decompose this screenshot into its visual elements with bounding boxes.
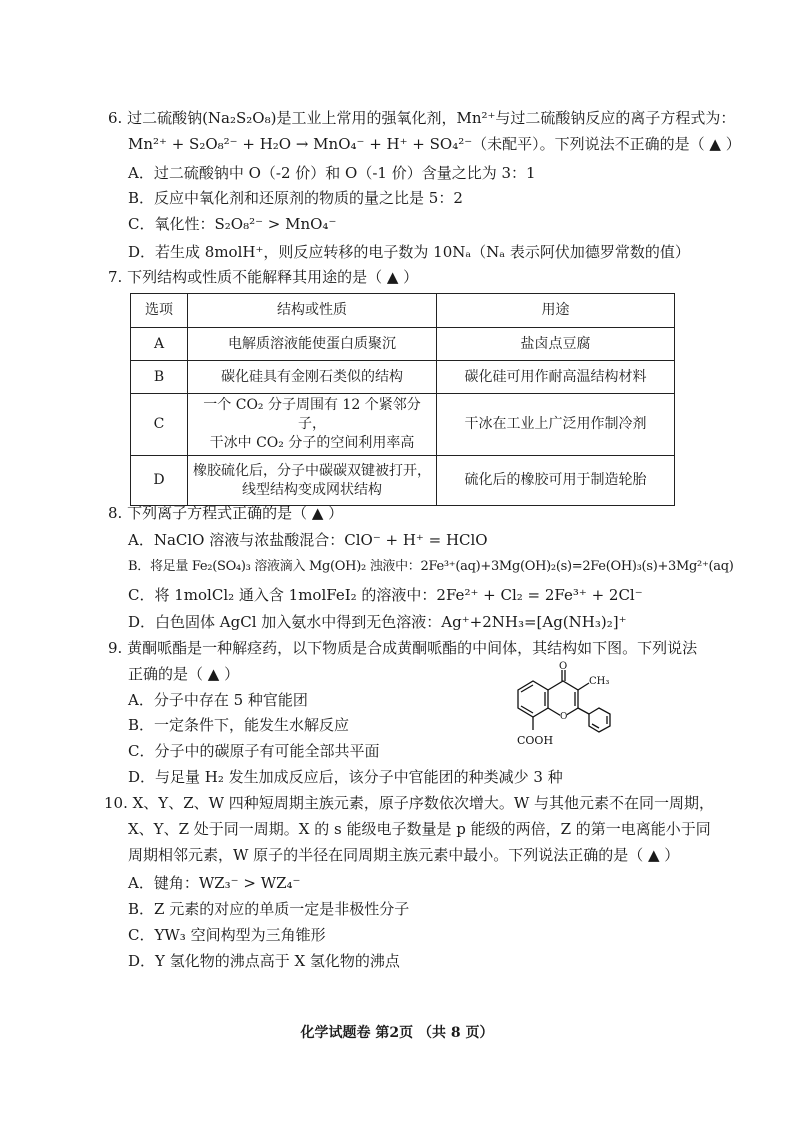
benzo-ring bbox=[518, 681, 548, 717]
q6-option-d: D．若生成 8molH⁺，则反应转移的电子数为 10Nₐ（Nₐ 表示阿伏加德罗常数的值） bbox=[128, 243, 690, 261]
q7-table bbox=[130, 293, 675, 506]
q8-stem: 8. 下列离子方程式正确的是（ ▲ ） bbox=[108, 504, 344, 522]
table-cell: 盐卤点豆腐 bbox=[437, 328, 675, 361]
q9-option-d: D．与足量 H₂ 发生加成反应后，该分子中官能团的种类减少 3 种 bbox=[128, 768, 563, 786]
q6-stem-line2: Mn²⁺ + S₂O₈²⁻ + H₂O → MnO₄⁻ + H⁺ + SO₄²⁻（未配平）。下列说法不正确的是（ ▲ ） bbox=[128, 135, 741, 153]
table-cell: 碳化硅具有金刚石类似的结构 bbox=[188, 361, 437, 394]
q6-option-a: A．过二硫酸钠中 O（-2 价）和 O（-1 价）含量之比为 3：1 bbox=[128, 164, 536, 182]
table-cell: 电解质溶液能使蛋白质聚沉 bbox=[188, 328, 437, 361]
table-cell bbox=[188, 456, 437, 506]
q8-option-a: A．NaClO 溶液与浓盐酸混合：ClO⁻ + H⁺ = HClO bbox=[128, 531, 488, 549]
table-header-cell: 结构或性质 bbox=[188, 294, 437, 328]
table-cell: D bbox=[131, 456, 188, 506]
q9-option-c: C．分子中的碳原子有可能全部共平面 bbox=[128, 742, 380, 760]
methyl-label: CH₃ bbox=[589, 676, 610, 687]
table-header-row bbox=[131, 294, 675, 328]
table-row bbox=[131, 456, 675, 506]
q8-option-c: C．将 1molCl₂ 通入含 1molFeI₂ 的溶液中：2Fe²⁺ + Cl₂ = 2Fe³⁺ + 2Cl⁻ bbox=[128, 586, 643, 604]
q9-stem-line2: 正确的是（ ▲ ） bbox=[128, 665, 240, 683]
table-cell: C bbox=[131, 394, 188, 456]
q9-option-a: A．分子中存在 5 种官能团 bbox=[128, 691, 308, 709]
table-cell-line: 橡胶硫化后，分子中碳碳双键被打开， bbox=[193, 462, 431, 479]
table-row bbox=[131, 328, 675, 361]
table-cell: B bbox=[131, 361, 188, 394]
q7-stem: 7. 下列结构或性质不能解释其用途的是（ ▲ ） bbox=[108, 268, 419, 286]
q10-stem-line2: X、Y、Z 处于同一周期。X 的 s 能级电子数量是 p 能级的两倍，Z 的第一电离能小于同 bbox=[128, 820, 711, 838]
table-cell: 硫化后的橡胶可用于制造轮胎 bbox=[437, 456, 675, 506]
carbonyl-o-label: O bbox=[559, 661, 568, 672]
molecular-structure bbox=[503, 660, 623, 750]
table-row bbox=[131, 394, 675, 456]
q10-stem-line3: 周期相邻元素，W 原子的半径在同周期主族元素中最小。下列说法正确的是（ ▲ ） bbox=[128, 846, 680, 864]
table-row bbox=[131, 361, 675, 394]
q10-stem-line1: 10. X、Y、Z、W 四种短周期主族元素，原子序数依次增大。W 与其他元素不在同一周期， bbox=[104, 794, 715, 812]
q8-option-b: B．将足量 Fe₂(SO₄)₃ 溶液滴入 Mg(OH)₂ 浊液中：2Fe³⁺(aq)+3Mg(OH)₂(s)=2Fe(OH)₃(s)+3Mg²⁺(aq) bbox=[128, 559, 734, 574]
table-cell: A bbox=[131, 328, 188, 361]
q10-option-d: D．Y 氢化物的沸点高于 X 氢化物的沸点 bbox=[128, 952, 400, 970]
table-header-cell: 选项 bbox=[131, 294, 188, 328]
q10-option-b: B．Z 元素的对应的单质一定是非极性分子 bbox=[128, 900, 410, 918]
table-cell: 干冰在工业上广泛用作制冷剂 bbox=[437, 394, 675, 456]
table-cell-line: 一个 CO₂ 分子周围有 12 个紧邻分子， bbox=[203, 397, 421, 432]
table-cell-line: 干冰中 CO₂ 分子的空间利用率高 bbox=[209, 435, 415, 451]
q6-stem-line1: 6. 过二硫酸钠(Na₂S₂O₈)是工业上常用的强氧化剂，Mn²⁺与过二硫酸钠反应的离子方程式为： bbox=[108, 109, 736, 127]
table-cell-line: 线型结构变成网状结构 bbox=[242, 481, 382, 498]
page-footer: 化学试题卷 第2页 （共 8 页） bbox=[300, 1025, 494, 1041]
q6-option-c: C．氧化性：S₂O₈²⁻ > MnO₄⁻ bbox=[128, 215, 337, 233]
q9-stem-line1: 9. 黄酮哌酯是一种解痉药，以下物质是合成黄酮哌酯的中间体，其结构如下图。下列说法 bbox=[108, 639, 698, 657]
table-cell bbox=[188, 394, 437, 456]
table-cell: 碳化硅可用作耐高温结构材料 bbox=[437, 361, 675, 394]
q9-option-b: B．一定条件下，能发生水解反应 bbox=[128, 716, 350, 734]
q10-option-c: C．YW₃ 空间构型为三角锥形 bbox=[128, 926, 326, 944]
table-header-cell: 用途 bbox=[437, 294, 675, 328]
carboxyl-label: COOH bbox=[517, 734, 554, 747]
q10-option-a: A．键角：WZ₃⁻ > WZ₄⁻ bbox=[128, 874, 301, 892]
svg-text:O: O bbox=[560, 712, 568, 722]
q8-option-d: D．白色固体 AgCl 加入氨水中得到无色溶液：Ag⁺+2NH₃=[Ag(NH₃)₂]⁺ bbox=[128, 613, 627, 631]
q6-option-b: B．反应中氧化剂和还原剂的物质的量之比是 5：2 bbox=[128, 189, 463, 207]
